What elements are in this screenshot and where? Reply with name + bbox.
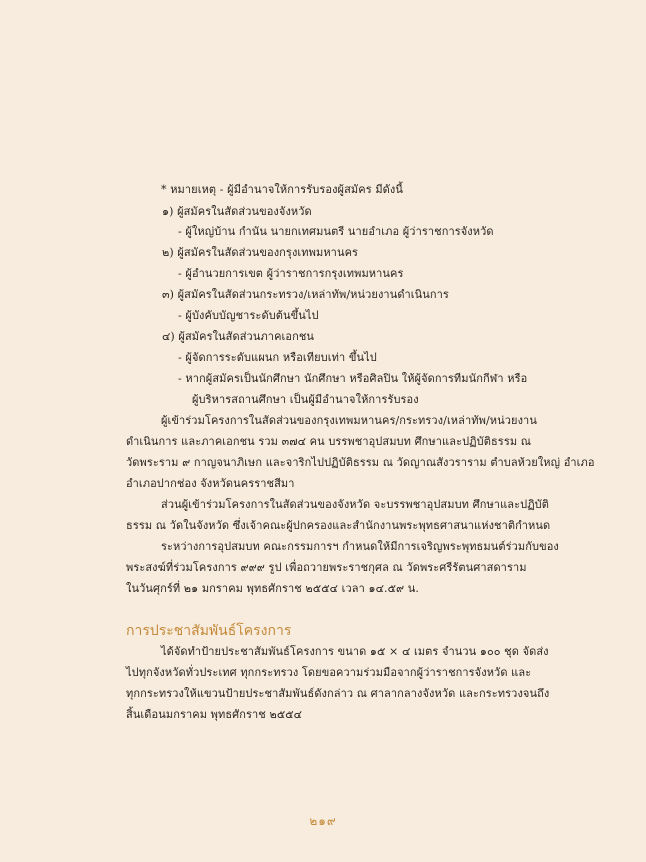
section-paragraph-line-4: สิ้นเดือนมกราคม พุทธศักราช ๒๕๕๔ (126, 708, 303, 721)
note-item-4-detail-2-cont: ผู้บริหารสถานศึกษา เป็นผู้มีอำนาจให้การรับรอง (192, 393, 419, 406)
section-paragraph-line-3: ทุกกระทรวงให้แขวนป้ายประชาสัมพันธ์ดังกล่าว ณ ศาลากลางจังหวัด และกระทรวงจนถึง (126, 687, 550, 700)
paragraph-1-line-2: ดำเนินการ และภาคเอกชน รวม ๓๗๔ คน บรรพชาอุปสมบท ศึกษาและปฏิบัติธรรม ณ (126, 435, 532, 448)
paragraph-2-line-2: ธรรม ณ วัดในจังหวัด ซึ่งเจ้าคณะผู้ปกครองและสำนักงานพระพุทธศาสนาแห่งชาติกำหนด (126, 519, 551, 532)
section-heading: การประชาสัมพันธ์โครงการ (126, 623, 292, 639)
note-item-1: ๑) ผู้สมัครในสัดส่วนของจังหวัด (162, 205, 312, 218)
page-number: ๒๑๙ (309, 814, 337, 828)
section-paragraph-line-2: ไปทุกจังหวัดทั่วประเทศ ทุกกระทรวง โดยขอความร่วมมือจากผู้ว่าราชการจังหวัด และ (126, 666, 532, 679)
note-item-1-detail: - ผู้ใหญ่บ้าน กำนัน นายกเทศมนตรี นายอำเภอ ผู้ว่าราชการจังหวัด (178, 225, 494, 238)
note-item-4: ๔) ผู้สมัครในสัดส่วนภาคเอกชน (162, 330, 315, 343)
note-item-4-detail-1: - ผู้จัดการระดับแผนก หรือเทียบเท่า ขึ้นไป (178, 351, 377, 364)
paragraph-1-line-4: อำเภอปากช่อง จังหวัดนครราชสีมา (126, 477, 295, 490)
paragraph-1-line-3: วัดพระราม ๙ กาญจนาภิเษก และจาริกไปปฏิบัติธรรม ณ วัดญาณสังวราราม ตำบลห้วยใหญ่ อำเภอ (126, 456, 595, 469)
note-item-4-detail-2: - หากผู้สมัครเป็นนักศึกษา นักศึกษา หรือศิลปิน ให้ผู้จัดการทีมนักกีฬา หรือ (178, 372, 528, 385)
note-item-3-detail: - ผู้บังคับบัญชาระดับต้นขึ้นไป (178, 309, 319, 322)
note-item-2-detail: - ผู้อำนวยการเขต ผู้ว่าราชการกรุงเทพมหานคร (178, 267, 404, 280)
note-title: * หมายเหตุ - ผู้มีอำนาจให้การรับรองผู้สมัคร มีดังนี้ (161, 183, 404, 196)
paragraph-1-line-1: ผู้เข้าร่วมโครงการในสัดส่วนของกรุงเทพมหานคร/กระทรวง/เหล่าทัพ/หน่วยงาน (161, 414, 537, 427)
section-paragraph-line-1: ได้จัดทำป้ายประชาสัมพันธ์โครงการ ขนาด ๑๕ × ๔ เมตร จำนวน ๑๐๐ ชุด จัดส่ง (161, 645, 549, 658)
note-item-2: ๒) ผู้สมัครในสัดส่วนของกรุงเทพมหานคร (162, 246, 359, 259)
paragraph-3-line-2: พระสงฆ์ที่ร่วมโครงการ ๙๙๙ รูป เพื่อถวายพระราชกุศล ณ วัดพระศรีรัตนศาสดาราม (126, 561, 527, 574)
paragraph-2-line-1: ส่วนผู้เข้าร่วมโครงการในสัดส่วนของจังหวัด จะบรรพชาอุปสมบท ศึกษาและปฏิบัติ (161, 498, 550, 511)
paragraph-3-line-3: ในวันศุกร์ที่ ๒๑ มกราคม พุทธศักราช ๒๕๕๔ เวลา ๑๔.๕๙ น. (126, 582, 419, 595)
note-item-3: ๓) ผู้สมัครในสัดส่วนกระทรวง/เหล่าทัพ/หน่วยงานดำเนินการ (162, 288, 449, 301)
paragraph-3-line-1: ระหว่างการอุปสมบท คณะกรรมการฯ กำหนดให้มีการเจริญพระพุทธมนต์ร่วมกับของ (161, 540, 559, 553)
